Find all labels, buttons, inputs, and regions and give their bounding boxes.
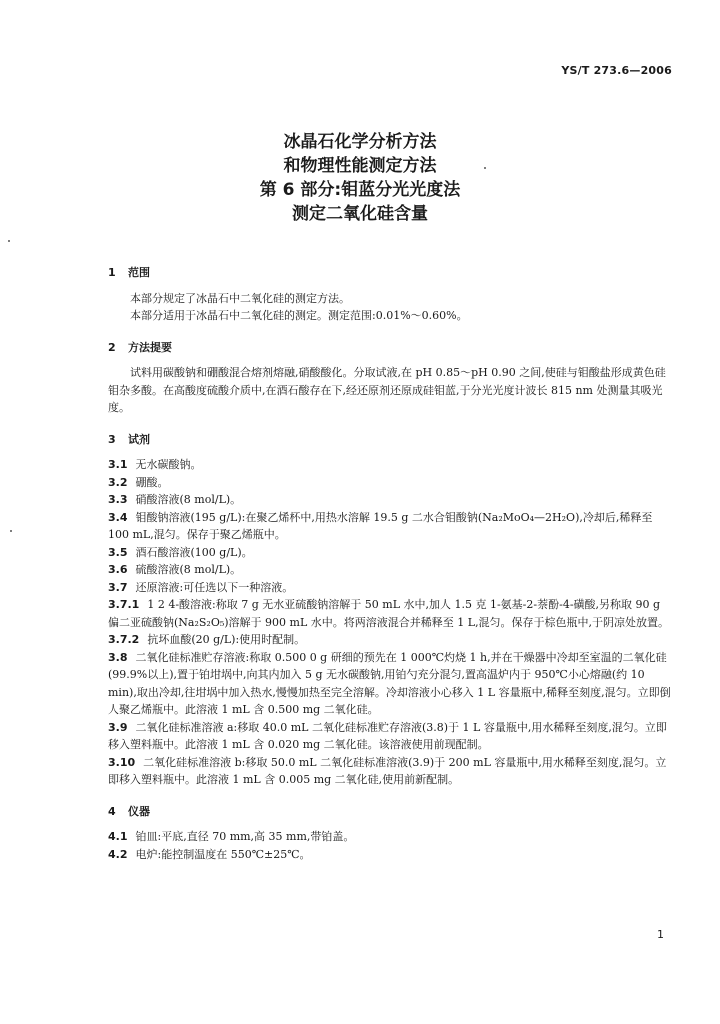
item-number: 3.1	[108, 458, 128, 471]
list-item	[108, 561, 674, 579]
page-number: 1	[657, 928, 664, 941]
list-item	[108, 828, 674, 846]
title-line: 和物理性能测定方法	[283, 156, 437, 176]
title-line: 第 6 部分:钼蓝分光光度法	[259, 180, 461, 200]
item-number: 4.2	[108, 847, 128, 861]
list-item	[108, 544, 674, 562]
list-item	[108, 456, 674, 474]
item-text: 1 2 4-酸溶液:称取 7 g 无水亚硫酸钠溶解于 50 mL 水中,加人 1.5 克 1-氨基-2-萘酚-4-磺酸,另称取 90 g 偏二亚硫酸钠(Na₂S₂O₅)溶解于 900 mL 水中。将两溶液混合并稀释至 1 L,混匀。保存于棕色瓶中,于阴凉处放置。	[108, 598, 670, 629]
item-number: 3.3	[108, 493, 128, 506]
item-text: 酒石酸溶液(100 g/L)。	[135, 545, 253, 559]
document-body	[108, 264, 674, 863]
section-heading-reagents	[108, 431, 674, 449]
item-number: 3.2	[108, 475, 128, 489]
section-heading-principle	[108, 339, 674, 357]
item-number: 3.7	[108, 580, 128, 594]
scan-speck	[484, 167, 486, 169]
item-text: 硫酸溶液(8 mol/L)。	[135, 563, 242, 576]
title-line: 冰晶石化学分析方法	[283, 132, 437, 152]
item-number: 3.10	[108, 755, 136, 769]
paragraph: 本部分规定了冰晶石中二氧化硅的测定方法。	[130, 291, 350, 305]
item-text: 二氧化硅标准溶液 b:移取 50.0 mL 二氧化硅标准溶液(3.9)于 200 mL 容量瓶中,用水稀释至刻度,混匀。立即移入塑料瓶中。此溶液 1 mL 含 0.005 mg 二氧化硅,使用前新配制。	[108, 755, 667, 786]
list-item	[108, 631, 674, 649]
document-title	[0, 130, 720, 226]
list-item	[108, 579, 674, 597]
list-item	[108, 509, 674, 544]
section-number: 3	[108, 432, 116, 446]
list-item	[108, 846, 674, 864]
paragraph: 本部分适用于冰晶石中二氧化硅的测定。测定范围:0.01%～0.60%。	[130, 309, 468, 322]
item-number: 4.1	[108, 830, 128, 843]
item-number: 3.8	[108, 650, 128, 664]
item-number: 3.6	[108, 563, 128, 576]
scan-speck	[8, 240, 10, 242]
section-heading-apparatus	[108, 803, 674, 821]
list-item	[108, 649, 674, 719]
list-item	[108, 754, 674, 789]
item-number: 3.7.2	[108, 633, 140, 646]
section-title: 方法提要	[128, 340, 172, 354]
standard-code: YS/T 273.6—2006	[561, 64, 672, 77]
title-line: 测定二氧化硅含量	[292, 204, 428, 224]
item-text: 硝酸溶液(8 mol/L)。	[135, 493, 242, 506]
item-text: 铂皿:平底,直径 70 mm,高 35 mm,带铂盖。	[135, 830, 355, 843]
section-heading-scope	[108, 264, 674, 282]
list-item	[108, 719, 674, 754]
list-item	[108, 596, 674, 631]
item-text: 抗坏血酸(20 g/L):使用时配制。	[147, 633, 306, 646]
item-number: 3.7.1	[108, 598, 140, 611]
section-number: 2	[108, 340, 116, 354]
item-number: 3.4	[108, 510, 128, 524]
list-item	[108, 491, 674, 509]
section-title: 仪器	[128, 804, 150, 818]
scan-speck	[10, 530, 12, 532]
paragraph: 试料用碳酸钠和硼酸混合熔剂熔融,硝酸酸化。分取试液,在 pH 0.85～pH 0.90 之间,使硅与钼酸盐形成黄色硅钼杂多酸。在高酸度硫酸介质中,在酒石酸存在下,经还原剂还原成硅钼蓝,于分光光度计波长 815 nm 处测量其吸光度。	[108, 366, 666, 414]
item-text: 无水碳酸钠。	[135, 458, 202, 471]
list-item	[108, 474, 674, 492]
item-number: 3.9	[108, 720, 128, 734]
item-number: 3.5	[108, 545, 128, 559]
item-text: 电炉:能控制温度在 550℃±25℃。	[135, 847, 311, 861]
item-text: 二氧化硅标准贮存溶液:称取 0.500 0 g 研细的预先在 1 000℃灼烧 1 h,并在干燥器中冷却至室温的二氧化硅(99.9%以上),置于铂坩埚中,向其内加入 5 g 无水碳酸钠,用铂勺充分混匀,置高温炉内于 950℃小心熔融(约 10 min),取出冷却,往坩埚中加入热水,慢慢加热至完全溶解。冷却溶液小心移入 1 L 容量瓶中,稀释至刻度,混匀。立即倒人聚乙烯瓶中。此溶液 1 mL 含 0.500 mg 二氧化硅。	[108, 650, 671, 716]
item-text: 二氧化硅标准溶液 a:移取 40.0 mL 二氧化硅标准贮存溶液(3.8)于 1 L 容量瓶中,用水稀释至刻度,混匀。立即移入塑料瓶中。此溶液 1 mL 含 0.020 mg 二氧化硅。该溶液使用前现配制。	[108, 720, 667, 751]
item-text: 硼酸。	[135, 475, 169, 489]
section-title: 范围	[128, 266, 150, 279]
item-text: 钼酸钠溶液(195 g/L):在聚乙烯杯中,用热水溶解 19.5 g 二水合钼酸钠(Na₂MoO₄—2H₂O),冷却后,稀释至 100 mL,混匀。保存于聚乙烯瓶中。	[108, 510, 653, 541]
section-number: 4	[108, 804, 116, 818]
section-number: 1	[108, 266, 116, 279]
section-title: 试剂	[128, 432, 150, 446]
item-text: 还原溶液:可任选以下一种溶液。	[135, 580, 294, 594]
